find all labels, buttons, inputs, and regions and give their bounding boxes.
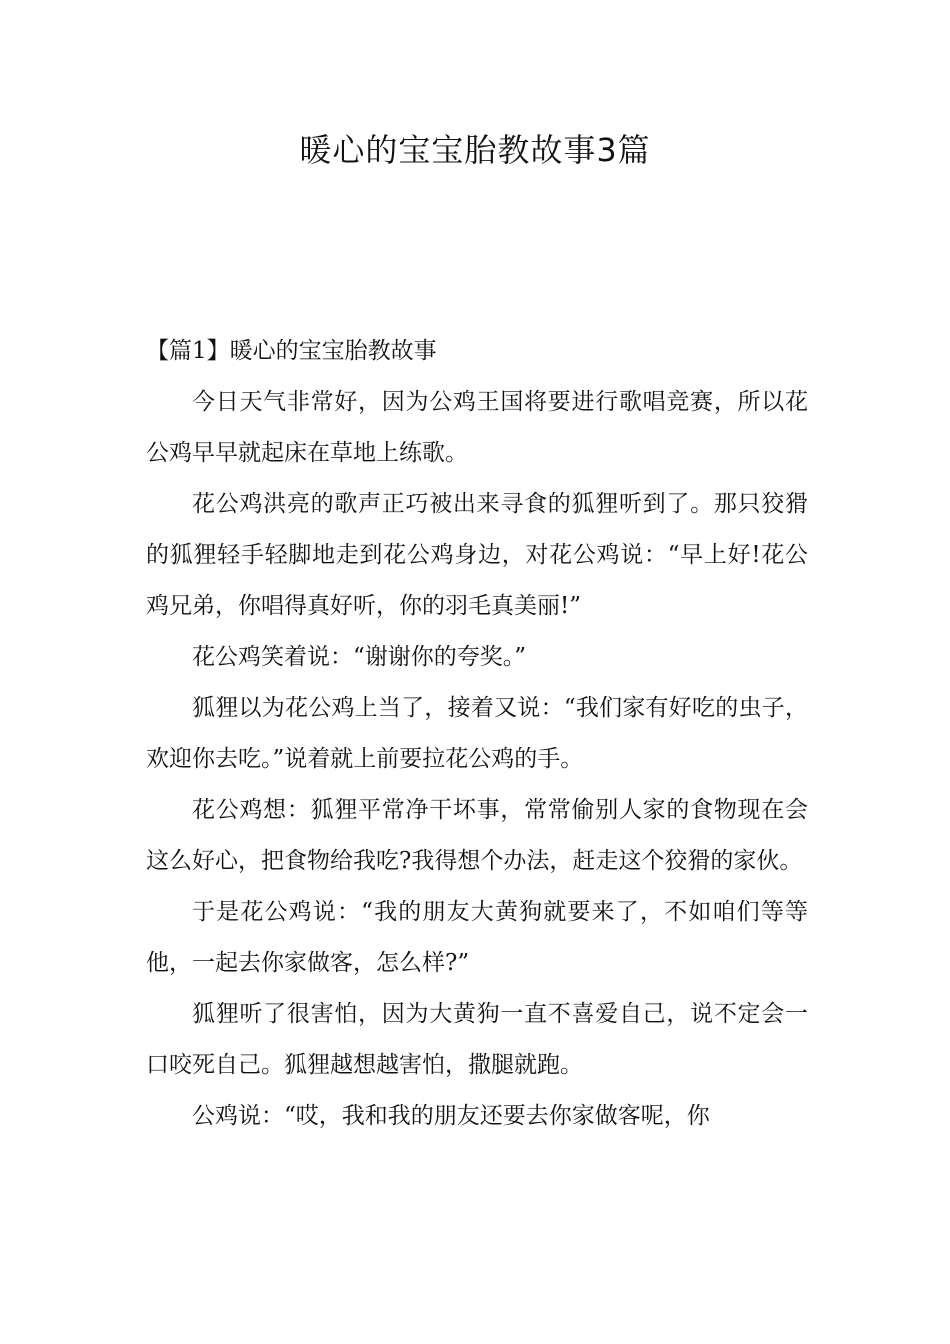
- document-title: 暖心的宝宝胎教故事3篇: [299, 131, 651, 169]
- paragraph: 公鸡说：“哎，我和我的朋友还要去你家做客呢，你: [192, 1103, 710, 1129]
- paragraph: 于是花公鸡说：“我的朋友大黄狗就要来了，不如咱们等等他，一起去你家做客，怎么样?”: [146, 899, 808, 976]
- paragraph: 花公鸡想：狐狸平常净干坏事，常常偷别人家的食物现在会这么好心，把食物给我吃?我得想个办法，赶走这个狡猾的家伙。: [146, 797, 808, 874]
- paragraph: 花公鸡笑着说：“谢谢你的夸奖。”: [192, 644, 527, 670]
- paragraph: 狐狸以为花公鸡上当了，接着又说：“我们家有好吃的虫子，欢迎你去吃。”说着就上前要拉花公鸡的手。: [146, 695, 808, 772]
- document-body: [146, 326, 808, 1142]
- paragraph: 今日天气非常好，因为公鸡王国将要进行歌唱竞赛，所以花公鸡早早就起床在草地上练歌。: [146, 389, 808, 466]
- paragraph: 花公鸡洪亮的歌声正巧被出来寻食的狐狸听到了。那只狡猾的狐狸轻手轻脚地走到花公鸡身边，对花公鸡说：“早上好!花公鸡兄弟，你唱得真好听，你的羽毛真美丽!”: [146, 491, 808, 619]
- section-heading: 【篇1】暖心的宝宝胎教故事: [146, 338, 437, 364]
- paragraph: 狐狸听了很害怕，因为大黄狗一直不喜爱自己，说不定会一口咬死自己。狐狸越想越害怕，撒腿就跑。: [146, 1001, 808, 1078]
